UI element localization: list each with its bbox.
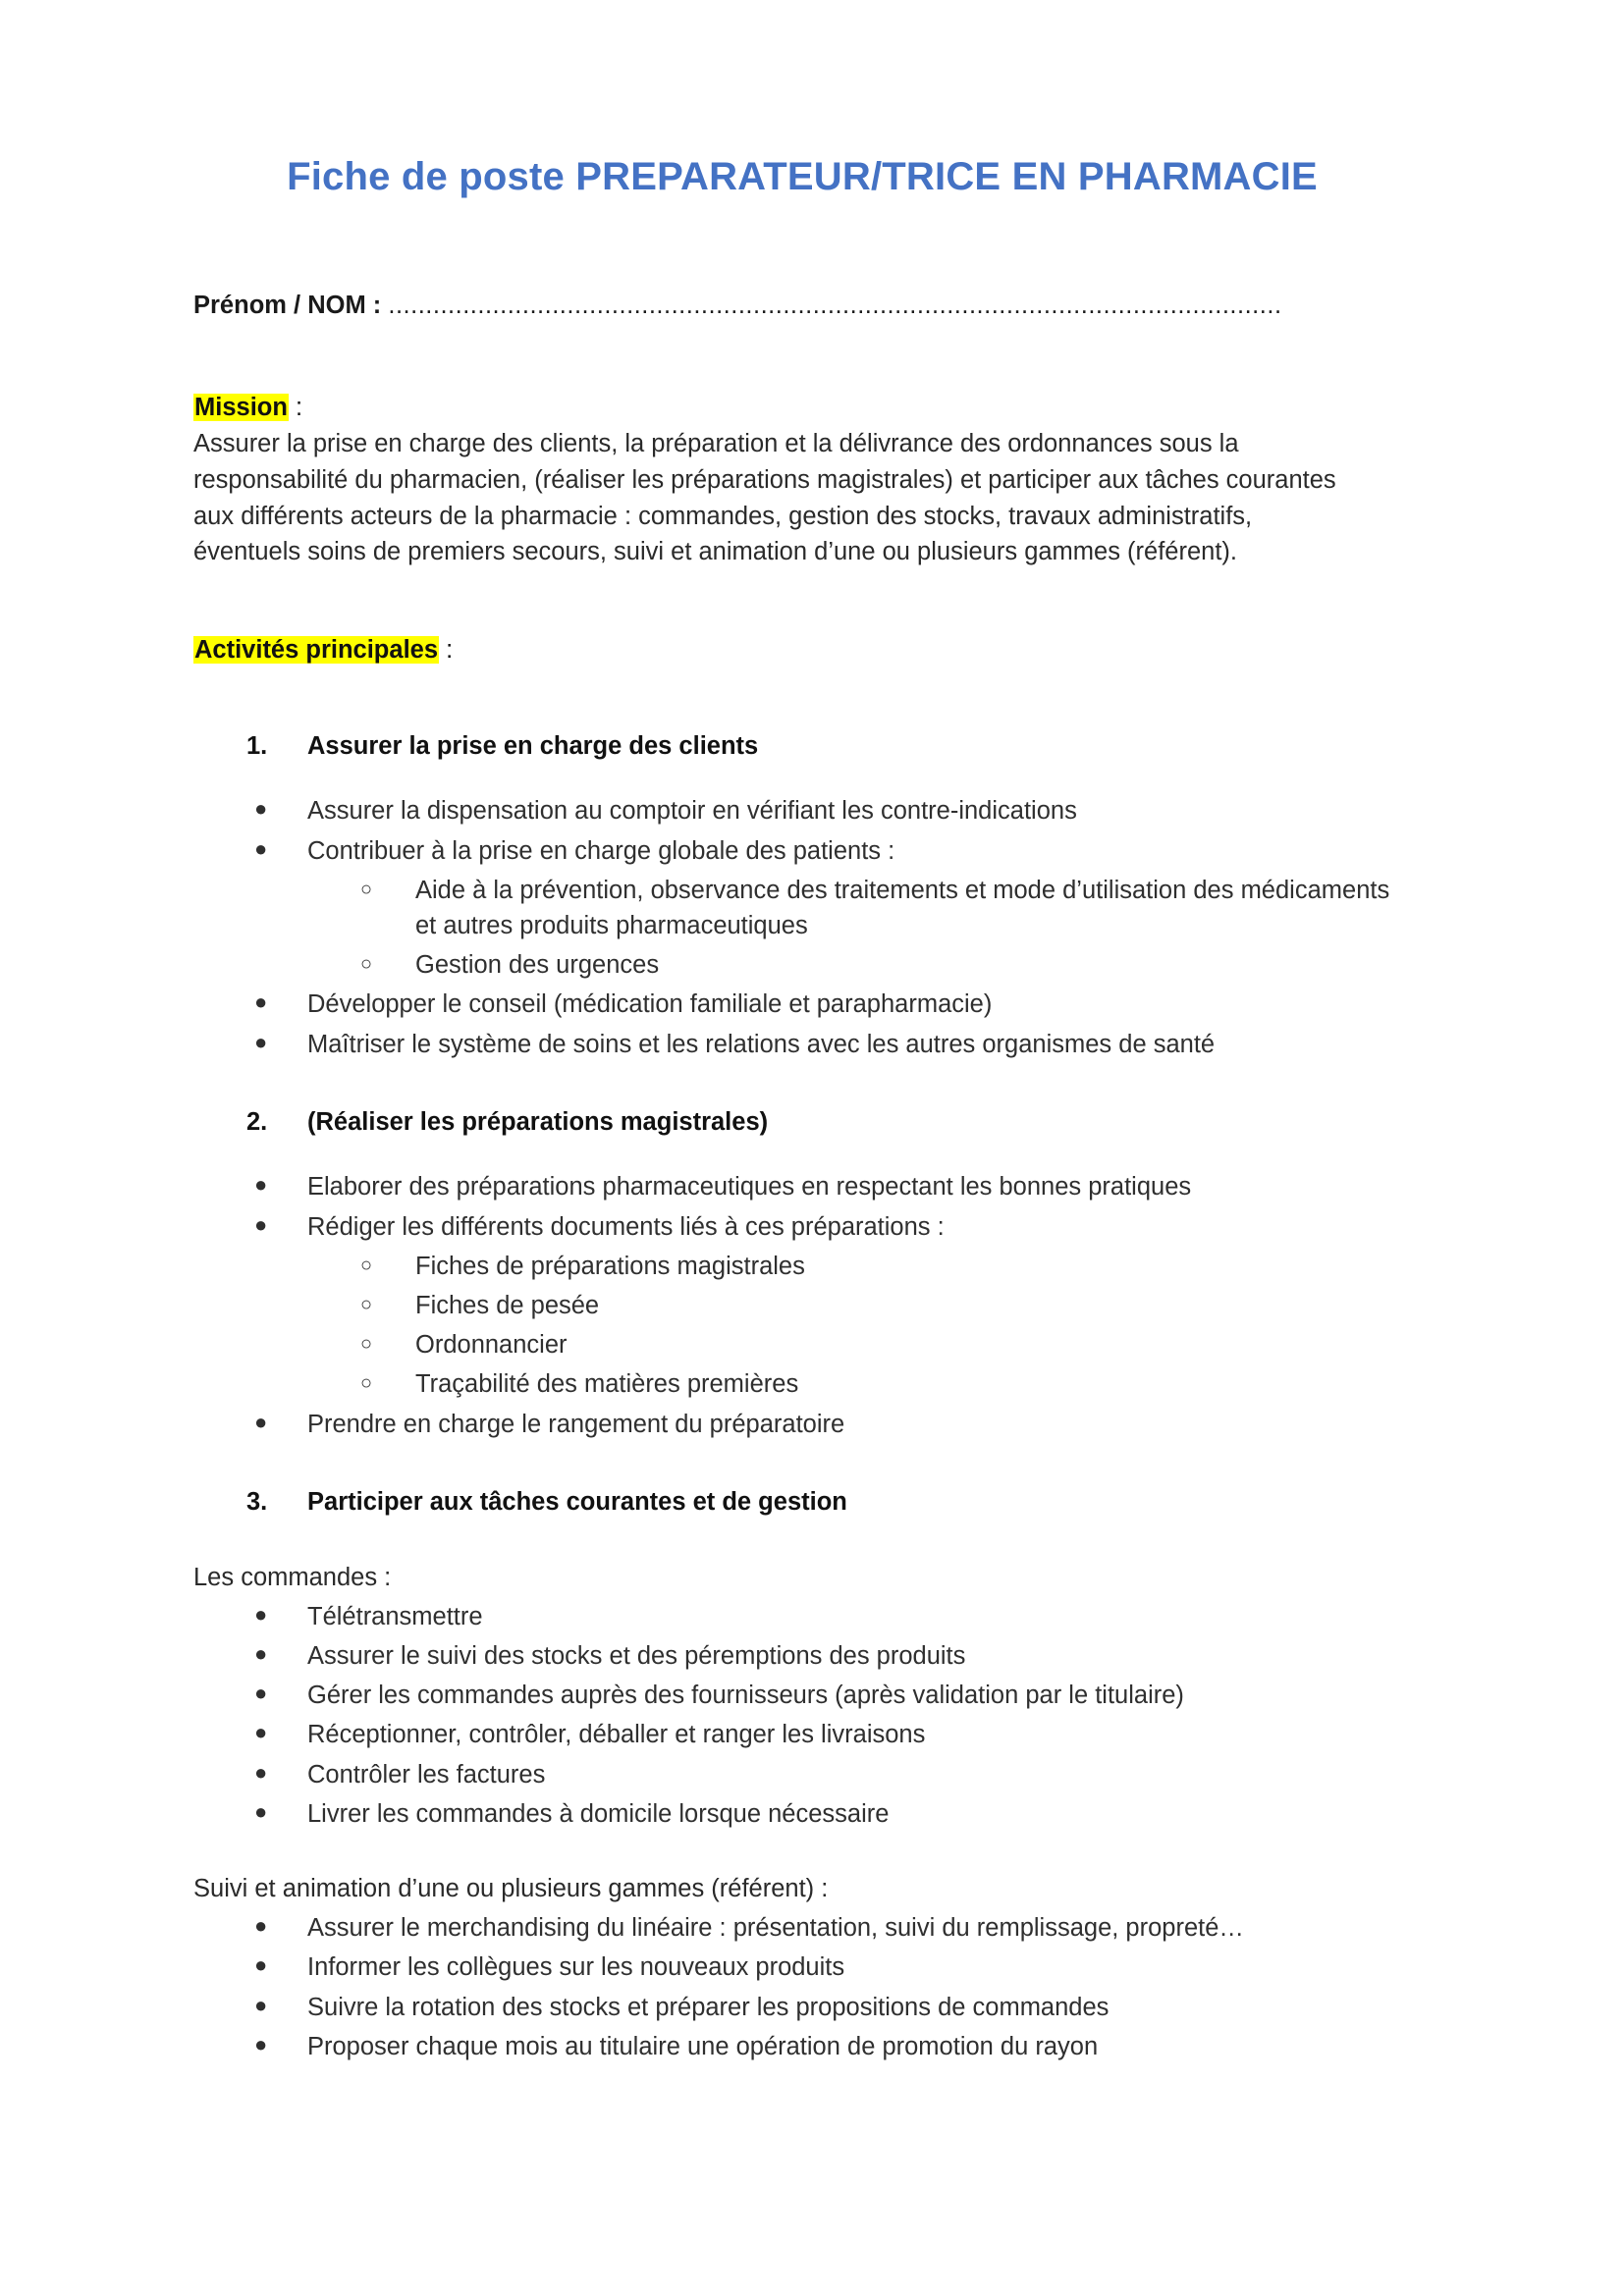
list-item — [246, 1796, 1411, 1832]
sub-list-item-text: Traçabilité des matières premières — [415, 1370, 799, 1399]
bullet-circle-icon: ○ — [360, 953, 373, 976]
name-field-row — [193, 289, 1411, 322]
page-content — [193, 0, 1411, 2064]
activity-title: Assurer la prise en charge des clients — [307, 731, 759, 760]
list-item-text: Informer les collègues sur les nouveaux produits — [307, 1953, 845, 1982]
name-field-label: Prénom / NOM : — [193, 292, 382, 319]
activity-number: 1. — [246, 731, 268, 760]
bullet-circle-icon: ○ — [360, 1254, 373, 1276]
bullet-circle-icon: ○ — [360, 878, 373, 900]
sub-list-item — [351, 1249, 1397, 1284]
activity-number: 2. — [246, 1107, 268, 1136]
activity-title: (Réaliser les préparations magistrales) — [307, 1107, 769, 1136]
list-item — [246, 1407, 1411, 1442]
activites-heading-highlight: Activités principales — [194, 635, 439, 664]
sub-list-item — [351, 947, 1397, 983]
bullet-disc-icon: ● — [254, 1992, 268, 2017]
sub-list-item-text: Gestion des urgences — [415, 951, 660, 980]
list-item-text: Assurer le suivi des stocks et des péremptions des produits — [307, 1641, 966, 1670]
list-item-text: Rédiger les différents documents liés à ces préparations : — [307, 1212, 945, 1241]
mission-paragraph: Assurer la prise en charge des clients, la préparation et la délivrance des ordonnances sous la responsabilité du pharmacien, (réaliser les préparations magistrales) et participer aux tâches courantes aux différents acteurs de la pharmacie : commandes, gestion des stocks, travaux administratifs, éventuels soins de premiers secours, suivi et animation d’une ou plusieurs gammes (référent). — [193, 430, 1336, 566]
list-item — [246, 2029, 1411, 2064]
list-item — [246, 1169, 1411, 1204]
activity-number: 3. — [246, 1487, 268, 1516]
bullet-disc-icon: ● — [254, 1913, 268, 1939]
sub-list-item — [351, 1327, 1397, 1362]
activites-heading-colon: : — [439, 635, 454, 664]
list-item — [246, 1757, 1411, 1792]
list-item — [246, 987, 1411, 1022]
list-item-text: Suivre la rotation des stocks et préparer les propositions de commandes — [307, 1993, 1110, 2021]
activity-section-heading — [246, 1105, 1411, 1141]
bullet-circle-icon: ○ — [360, 1333, 373, 1356]
bullet-disc-icon: ● — [254, 1640, 268, 1666]
list-item — [246, 1910, 1411, 1946]
bullet-disc-icon: ● — [254, 835, 268, 861]
subgroup-label-commandes: Les commandes : — [193, 1563, 392, 1591]
bullet-disc-icon: ● — [254, 2031, 268, 2056]
list-item-text: Contrôler les factures — [307, 1760, 546, 1789]
list-item — [246, 793, 1411, 828]
sub-list-item — [351, 1366, 1397, 1402]
bullet-disc-icon: ● — [254, 1211, 268, 1237]
list-item — [246, 1027, 1411, 1062]
list-item-text: Prendre en charge le rangement du préparatoire — [307, 1410, 845, 1438]
list-item — [246, 1638, 1411, 1674]
bullet-circle-icon: ○ — [360, 1294, 373, 1316]
activity-section-heading — [246, 1485, 1411, 1521]
activity-section-heading — [246, 729, 1411, 765]
list-item — [246, 1678, 1411, 1713]
mission-heading-colon: : — [288, 394, 303, 422]
list-item-text: Proposer chaque mois au titulaire une opération de promotion du rayon — [307, 2032, 1099, 2060]
bullet-disc-icon: ● — [254, 1798, 268, 1824]
list-item — [246, 1990, 1411, 2025]
list-item — [246, 1949, 1411, 1985]
bullet-disc-icon: ● — [254, 989, 268, 1015]
list-item — [246, 1209, 1411, 1245]
bullet-disc-icon: ● — [254, 1601, 268, 1627]
bullet-disc-icon: ● — [254, 1409, 268, 1434]
mission-heading-highlight: Mission — [194, 394, 288, 422]
bullet-disc-icon: ● — [254, 1720, 268, 1745]
bullet-disc-icon: ● — [254, 1029, 268, 1054]
subgroup-label-suivi: Suivi et animation d’une ou plusieurs gammes (référent) : — [193, 1875, 829, 1902]
list-item-text: Maîtriser le système de soins et les relations avec les autres organismes de santé — [307, 1030, 1216, 1058]
list-item-text: Réceptionner, contrôler, déballer et ranger les livraisons — [307, 1721, 926, 1749]
mission-heading — [193, 391, 1411, 426]
list-item-text: Télétransmettre — [307, 1602, 483, 1630]
bullet-disc-icon: ● — [254, 1759, 268, 1785]
page-title: Fiche de poste PREPARATEUR/TRICE EN PHARMACIE — [287, 155, 1318, 198]
name-field-dotted-line[interactable]: ........................................................................................................................ — [388, 292, 1282, 319]
activity-title: Participer aux tâches courantes et de gestion — [307, 1487, 847, 1516]
list-item — [246, 1599, 1411, 1634]
spacer — [193, 668, 1411, 700]
sub-list-item — [351, 873, 1397, 943]
list-item-text: Gérer les commandes auprès des fournisseurs (après validation par le titulaire) — [307, 1682, 1184, 1710]
bullet-disc-icon: ● — [254, 1952, 268, 1978]
bullet-disc-icon: ● — [254, 796, 268, 822]
list-item-text: Livrer les commandes à domicile lorsque nécessaire — [307, 1799, 890, 1828]
list-item-text: Développer le conseil (médication familiale et parapharmacie) — [307, 990, 993, 1019]
sub-list-item-text: Fiches de préparations magistrales — [415, 1252, 805, 1280]
bullet-circle-icon: ○ — [360, 1372, 373, 1395]
sub-list-item-text: Aide à la prévention, observance des traitements et mode d’utilisation des médicaments et autres produits pharmaceutiques — [415, 876, 1390, 939]
activites-heading — [193, 633, 1411, 668]
list-item-text: Assurer la dispensation au comptoir en vérifiant les contre-indications — [307, 797, 1077, 826]
spacer — [193, 570, 1411, 633]
sub-list-item-text: Fiches de pesée — [415, 1292, 600, 1320]
list-item-text: Contribuer à la prise en charge globale des patients : — [307, 836, 895, 865]
list-item-text: Assurer le merchandising du linéaire : présentation, suivi du remplissage, propreté… — [307, 1914, 1244, 1943]
list-item — [246, 1717, 1411, 1752]
sub-list-item-text: Ordonnancier — [415, 1331, 568, 1360]
sub-list-item — [351, 1288, 1397, 1323]
list-item-text: Elaborer des préparations pharmaceutiques en respectant les bonnes pratiques — [307, 1173, 1192, 1201]
bullet-disc-icon: ● — [254, 1681, 268, 1706]
bullet-disc-icon: ● — [254, 1172, 268, 1198]
list-item — [246, 833, 1411, 869]
